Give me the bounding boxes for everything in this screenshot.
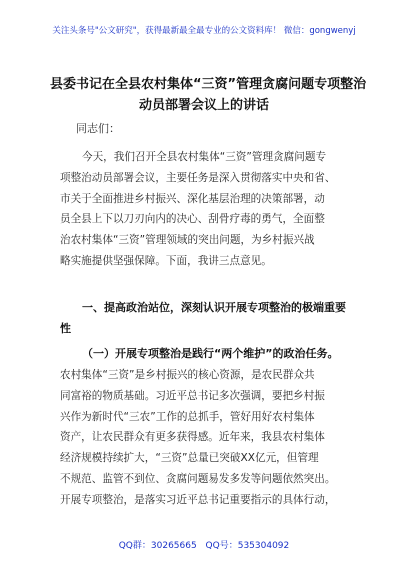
paragraph-line: 经济规模持续扩大，“三资”总量已突破XX亿元，但管理 — [60, 452, 319, 465]
header-promo-note: 关注头条号"公文研究"，获得最新最全最专业的公文资料库！ 微信：gongwenyj — [52, 26, 356, 36]
paragraph-line: 开展专项整治，是落实习近平总书记重要指示的具体行动， — [60, 493, 336, 506]
document-title-line-2: 动员部署会议上的讲话 — [138, 98, 269, 113]
paragraph-line: 市关于全面推进乡村振兴、深化基层治理的决策部署，动 — [60, 192, 325, 205]
body-paragraph — [60, 365, 360, 511]
paragraph-line: 项整治动员部署会议，主要任务是深入贯彻落实中央和省、 — [60, 171, 336, 184]
paragraph-line: 同富裕的物质基础。习近平总书记多次强调，要把乡村振 — [60, 389, 325, 402]
paragraph-line: 不规范、监管不到位、贪腐问题易发多发等问题依然突出。 — [60, 472, 336, 485]
paragraph-line: 略实施提供坚强保障。下面，我讲三点意见。 — [60, 254, 272, 267]
footer-contact-note: QQ群：30265665 QQ号：535304092 — [118, 541, 290, 551]
paragraph-line: 资产，让农民群众有更多获得感。近年来，我县农村集体 — [60, 431, 325, 444]
paragraph-line: 兴作为新时代“三农”工作的总抓手，管好用好农村集体 — [60, 410, 315, 423]
subsection-heading-1: （一）开展专项整治是践行“两个维护”的政治任务。 — [82, 347, 339, 360]
paragraph-line: 农村集体“三资”是乡村振兴的核心资源，是农民群众共 — [60, 369, 315, 381]
document-title-line-1: 县委书记在全县农村集体“三资”管理贪腐问题专项整治 — [50, 77, 367, 92]
heading-line: 性 — [60, 322, 71, 335]
paragraph-line: 员全县上下以刀刃向内的决心、刮骨疗毒的勇气，全面整 — [60, 213, 325, 226]
paragraph-line: 今天，我们召开全县农村集体“三资”管理贪腐问题专 — [82, 151, 327, 163]
section-heading-1 — [60, 297, 360, 339]
intro-paragraph — [60, 147, 360, 272]
heading-line: 一、提高政治站位，深刻认识开展专项整治的极端重要 — [82, 301, 346, 314]
paragraph-line: 治农村集体“三资”管理领域的突出问题，为乡村振兴战 — [60, 234, 315, 247]
salutation: 同志们： — [76, 122, 120, 135]
